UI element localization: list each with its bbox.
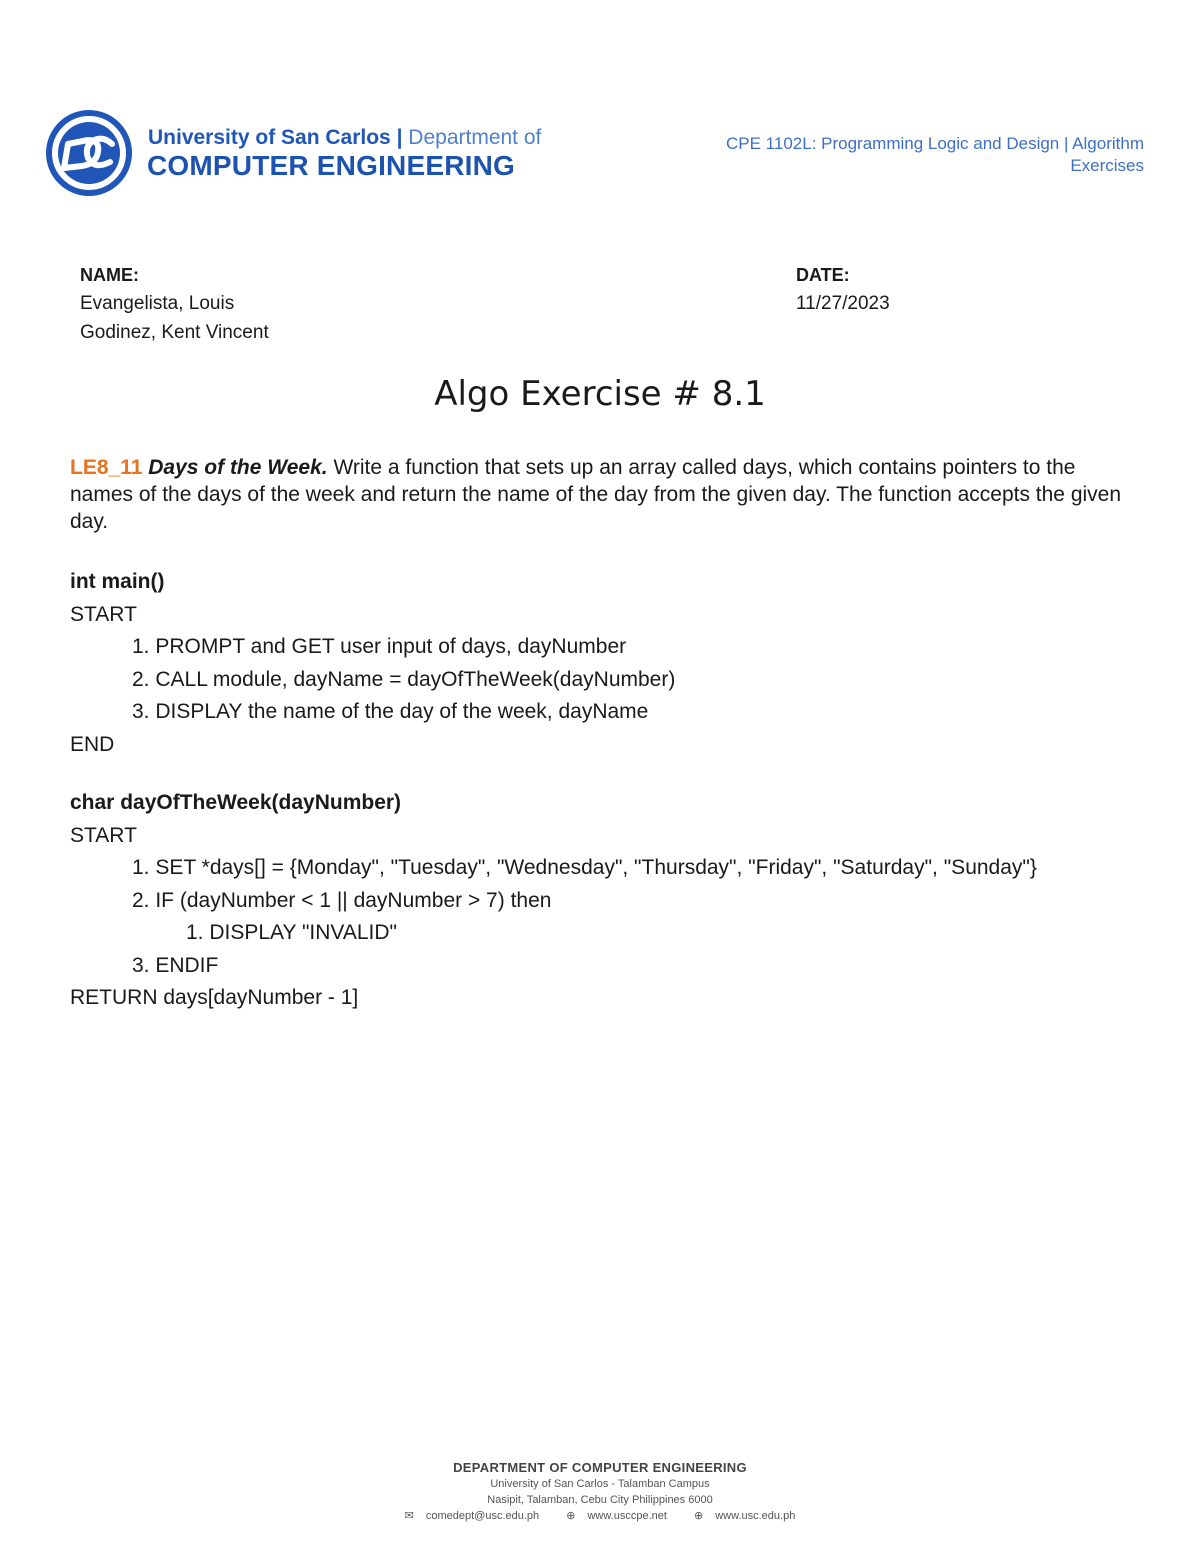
course-line-1: CPE 1102L: Programming Logic and Design | Algorithm: [726, 134, 1144, 153]
student-name: Godinez, Kent Vincent: [80, 322, 269, 343]
footer-email-text: comedept@usc.edu.ph: [425, 1510, 540, 1522]
date-label: DATE:: [796, 265, 850, 285]
function-signature: char dayOfTheWeek(dayNumber): [70, 791, 402, 814]
globe-icon: ⊕: [566, 1510, 576, 1522]
main-step: 3. DISPLAY the name of the day of the week, dayName: [132, 700, 649, 723]
main-signature: int main(): [70, 570, 165, 593]
department-name: COMPUTER ENGINEERING: [147, 150, 516, 181]
function-start: START: [70, 823, 137, 847]
function-step: 3. ENDIF: [132, 953, 219, 977]
footer-site[interactable]: [688, 1510, 801, 1522]
dce-logo-icon: [46, 110, 132, 196]
student-names: [80, 289, 269, 347]
main-step: 1. PROMPT and GET user input of days, dayNumber: [132, 635, 627, 658]
student-name: Evangelista, Louis: [80, 293, 235, 314]
envelope-icon: ✉: [404, 1510, 414, 1522]
footer-campus: University of San Carlos - Talamban Campus: [490, 1478, 710, 1490]
footer-title: DEPARTMENT OF COMPUTER ENGINEERING: [453, 1460, 747, 1475]
main-end: END: [70, 732, 115, 756]
function-return: RETURN days[dayNumber - 1]: [70, 986, 359, 1009]
main-step: 2. CALL module, dayName = dayOfTheWeek(dayNumber): [132, 667, 676, 691]
function-step: 2. IF (dayNumber < 1 || dayNumber > 7) then: [132, 888, 552, 912]
course-line-2: Exercises: [1070, 156, 1144, 175]
footer-site-text: www.usc.edu.ph: [715, 1510, 796, 1522]
name-label: NAME:: [80, 265, 139, 285]
problem-code: LE8_11: [70, 456, 143, 479]
problem-description: Write a function that sets up an array called days, which contains pointers to the names of the days of the week and return the name of the day from the given day. The function accepts the given day.: [70, 456, 1122, 533]
footer-contacts: [0, 1508, 1200, 1524]
page-title: Algo Exercise # 8.1: [434, 374, 766, 414]
function-step: 1. SET *days[] = {Monday", "Tuesday", "Wednesday", "Thursday", "Friday", "Saturday", "Sunday"}: [132, 856, 1037, 879]
footer-site-text: www.usccpe.net: [587, 1510, 667, 1522]
date-value: 11/27/2023: [796, 293, 890, 314]
course-title: [664, 133, 1144, 177]
problem-statement: [70, 454, 1140, 535]
footer-address: Nasipit, Talamban, Cebu City Philippines 6000: [487, 1494, 713, 1506]
footer-email[interactable]: [399, 1510, 546, 1522]
function-algorithm: [70, 787, 1150, 1015]
footer-site[interactable]: [560, 1510, 673, 1522]
problem-title: Days of the Week.: [148, 456, 328, 479]
globe-icon: ⊕: [694, 1510, 704, 1522]
page-footer: [0, 1460, 1200, 1524]
main-algorithm: [70, 566, 1150, 761]
main-start: START: [70, 602, 137, 626]
function-substep: 1. DISPLAY "INVALID": [186, 921, 397, 944]
department-prefix: Department of: [408, 126, 542, 149]
university-name: [148, 126, 541, 150]
university-label: University of San Carlos |: [148, 126, 403, 149]
